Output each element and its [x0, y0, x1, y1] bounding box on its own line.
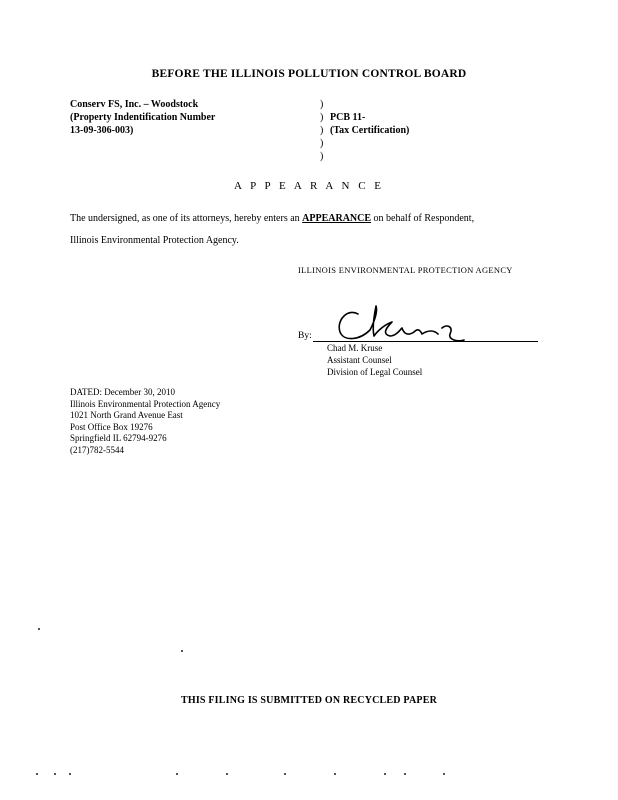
document-heading: A P P E A R A N C E [233, 180, 385, 192]
scan-speck [226, 773, 228, 775]
appearance-emphasis: APPEARANCE [302, 213, 372, 224]
scan-speck [443, 773, 445, 775]
dated-line: DATED: December 30, 2010 [70, 387, 175, 397]
recycled-paper-footer: THIS FILING IS SUBMITTED ON RECYCLED PAPER [180, 695, 438, 706]
agency-address-line: Springfield IL 62794-9276 [70, 433, 167, 443]
scan-speck [36, 773, 38, 775]
signer-title: Assistant Counsel [327, 355, 392, 365]
case-type: (Tax Certification) [330, 125, 410, 136]
scan-speck [69, 773, 71, 775]
by-label: By: [298, 331, 312, 341]
agency-address-line: Post Office Box 19276 [70, 421, 153, 432]
board-title: BEFORE THE ILLINOIS POLLUTION CONTROL BOARD [151, 68, 467, 80]
signer-name: Chad M. Kruse [327, 343, 383, 353]
scan-speck [176, 773, 178, 775]
signer-division: Division of Legal Counsel [327, 367, 423, 377]
case-number: PCB 11- [330, 112, 366, 123]
caption-line-3: 13-09-306-003) [70, 125, 134, 136]
scan-speck [404, 773, 406, 775]
scan-speck [38, 628, 40, 630]
caption-bracket: ) [320, 151, 324, 162]
agency-address-line: Illinois Environmental Protection Agency [70, 398, 221, 409]
handwritten-signature [330, 300, 470, 348]
scan-speck [181, 650, 183, 652]
body-text-after: on behalf of Respondent, [373, 213, 475, 224]
agency-label: ILLINOIS ENVIRONMENTAL PROTECTION AGENCY [298, 265, 513, 275]
scan-speck [384, 773, 386, 775]
caption-line-1: Conserv FS, Inc. – Woodstock [70, 99, 199, 110]
body-line-1 [70, 208, 474, 230]
caption-bracket: ) [320, 138, 324, 149]
caption-line-2: (Property Indentification Number [70, 112, 216, 123]
caption-bracket: ) [320, 125, 324, 136]
caption-bracket: ) [320, 99, 324, 110]
agency-phone: (217)782-5544 [70, 444, 124, 455]
agency-address-line: 1021 North Grand Avenue East [70, 410, 183, 420]
scan-speck [284, 773, 286, 775]
body-text-before: The undersigned, as one of its attorneys, hereby enters an [70, 213, 300, 224]
body-line-2: Illinois Environmental Protection Agency. [70, 235, 239, 246]
scan-speck [54, 773, 56, 775]
caption-bracket: ) [320, 112, 324, 123]
scan-speck [334, 773, 336, 775]
